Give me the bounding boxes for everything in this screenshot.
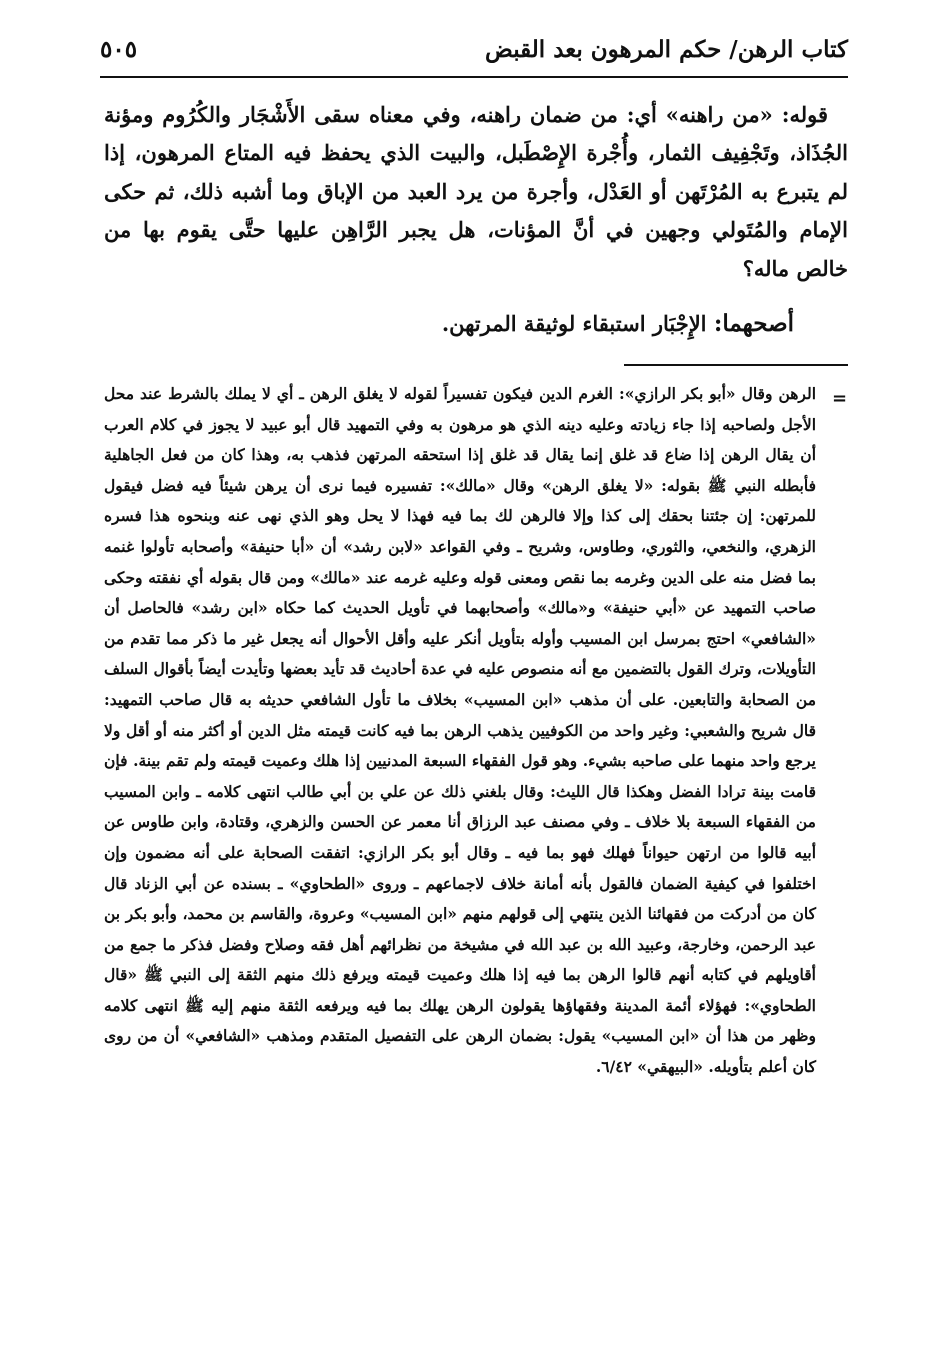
footnote-continuation-marker: = <box>832 388 848 409</box>
main-text <box>104 96 848 288</box>
main-paragraph: قوله: «من راهنه» أي: من ضمان راهنه، وفي معناه سقى الأَشْجَار والكُرُوم ومؤنة الجُذَاذ، وتَجْفِيف الثمار، وأُجْرة الإِصْطَبل، والبيت الذي يحفظ فيه المتاع المرهون، إذا لم يتبرع به المُرْتَهن أو العَدْل، وأجرة من يرد العبد من الإباق وما أشبه ذلك، ثم حكى الإمام والمُتَولي وجهين في أنَّ المؤنات، هل يجبر الرَّاهِن عليها حتَّى يقوم بها من خالص ماله؟ <box>104 102 848 281</box>
footnote <box>104 379 816 1083</box>
section-text: الإِجْبَار استبقاء لوثيقة المرتهن. <box>441 311 707 336</box>
section-label: أصحهما: <box>713 310 794 337</box>
section-line <box>104 304 794 344</box>
running-title: كتاب الرهن/ حكم المرهون بعد القبض <box>485 36 848 63</box>
page-header <box>100 30 848 74</box>
footnote-rule <box>624 364 848 366</box>
page-number: ٥٠٥ <box>100 36 138 63</box>
header-rule <box>100 76 848 78</box>
footnote-text: الرهن وقال «أبو بكر الرازي»: الغرم الدين فيكون تفسيراً لقوله لا يغلق الرهن ـ أي لا يملك بالشرط عند محل الأجل ولصاحبه إذا جاء زيادته وعليه دينه الذي هو مرهون به وفي التمهيد قال أبو عبيد لا يجوز في كلام العرب أن يقال الرهن إذا ضاع قد غلق إنما يقال قد غلق إذا استحقه المرتهن فذهب به، وهذا كان من فعل الجاهلية فأبطله النبي ﷺ بقوله: «لا يغلق الرهن» وقال «مالك»: تفسيره فيما نرى أن يرهن شيئاً فيه فضل فيقول للمرتهن: إن جئتنا بحقك إلى كذا وإلا فالرهن لك بما فيه فهذا لا يحل وهو الذي نهى عنه وبنحوه هذا فسره الزهري، والنخعي، والثوري، وطاوس، وشريح ـ وفي القواعد «لابن رشد» أن «أبا حنيفة» وأصحابه تأولوا غنمه بما فضل منه على الدين وغرمه بما نقص ومعنى قوله وعليه غرمه عند «مالك» ومن قال بقوله أي نفقته وحكى صاحب التمهيد عن «أبي حنيفة» و«مالك» وأصحابهما في تأويل الحديث كما حكاه «ابن رشد» فالحاصل أن «الشافعي» احتج بمرسل ابن المسيب وأوله بتأويل أنكر عليه وأقل الأحوال أنه يجعل غير ما ذكر مما تقدم من التأويلات، وترك القول بالتضمين مع أنه منصوص عليه في عدة أحاديث قد تأيد بعضها وتأيدت أيضاً بأقوال السلف من الصحابة والتابعين. على أن مذهب «ابن المسيب» بخلاف ما تأول الشافعي حديثه به قال صاحب التمهيد: قال شريح والشعبي: وغير واحد من الكوفيين يذهب الرهن بما فيه كانت قيمته مثل الدين أو أكثر منه أو أقل ولا يرجع واحد منهما على صاحبه بشيء. وهو قول الفقهاء السبعة المدنيين إذا هلك وعميت قيمته ولم تقم بينة. فإن قامت بينة ترادا الفضل وهكذا قال الليث: وقال بلغني ذلك عن علي بن أبي طالب انتهى كلامه ـ وابن المسيب من الفقهاء السبعة بلا خلاف ـ وفي مصنف عبد الرزاق أنا معمر عن الحسن والزهري، وقتادة، وابن طاوس عن أبيه قالوا من ارتهن حيواناً فهلك فهو بما فيه ـ وقال أبو بكر الرازي: اتفقت الصحابة على أنه مضمون وإن اختلفوا في كيفية الضمان فالقول بأنه أمانة خلاف لاجماعهم ـ وروى «الطحاوي» ـ بسنده عن أبي الزناد قال كان من أدركت من فقهائنا الذين ينتهي إلى قولهم منهم «ابن المسيب» وعروة، والقاسم بن محمد، وأبو بكر بن عبد الرحمن، وخارجة، وعبيد الله بن عبد الله في مشيخة من نظرائهم أهل فقه وصلاح وفضل فذكر ما جمع من أقاويلهم في كتابه أنهم قالوا الرهن بما فيه إذا هلك وعميت قيمته ويرفع ذلك منهم الثقة إلى النبي ﷺ «قال الطحاوي»: فهؤلاء أئمة المدينة وفقهاؤها يقولون الرهن يهلك بما فيه ويرفعه الثقة منهم إليه ﷺ انتهى كلامه وظهر من هذا أن «ابن المسيب» يقول: بضمان الرهن على التفصيل المتقدم ومذهب «الشافعي» أن من روى كان أعلم بتأويله. «البيهقي» ٦/٤٢. <box>104 384 817 1077</box>
